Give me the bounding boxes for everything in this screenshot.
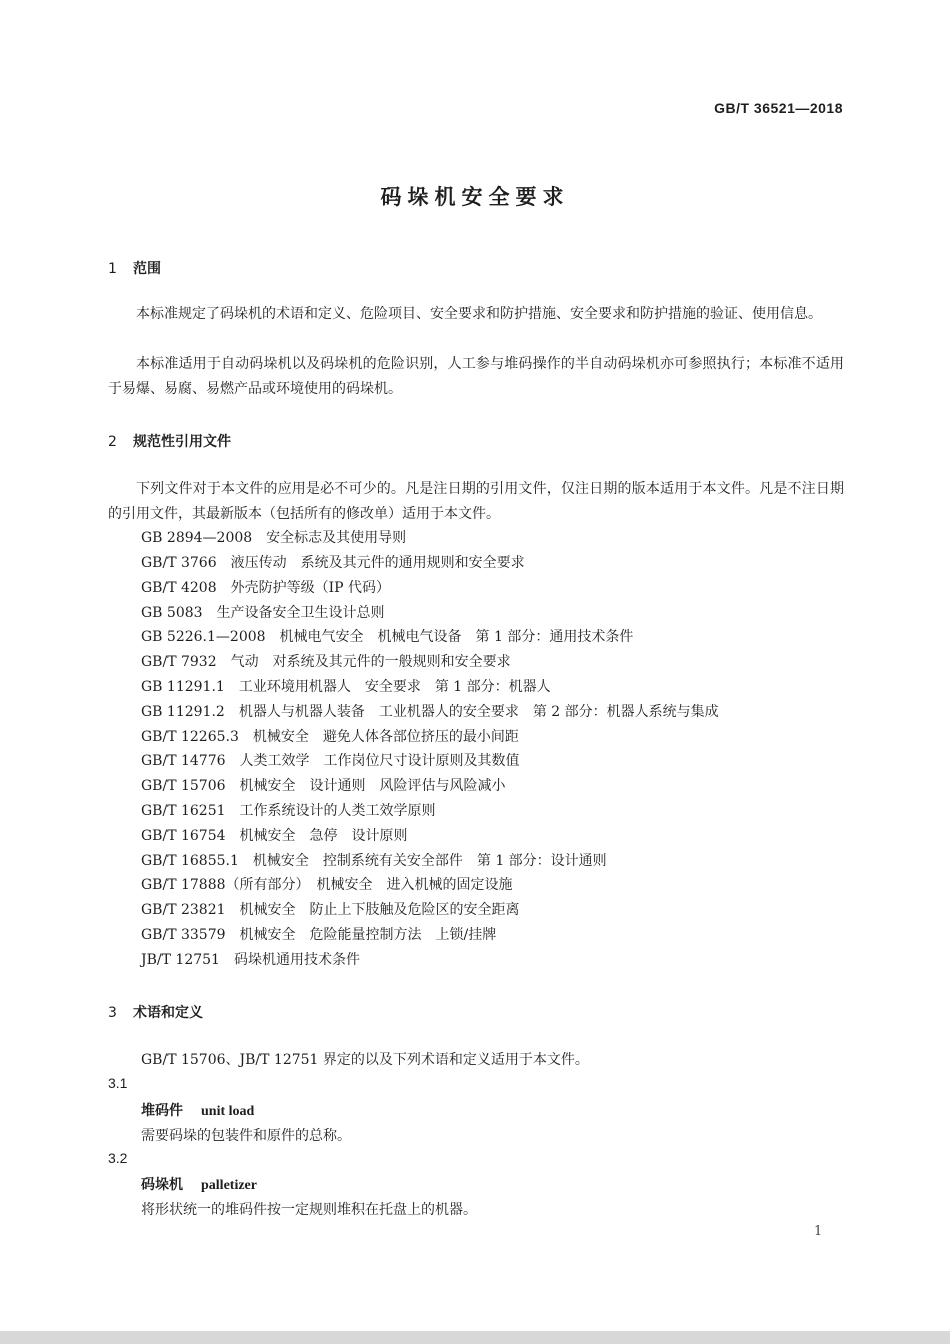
reference-item: GB/T 3766 液压传动 系统及其元件的通用规则和安全要求 [141,555,525,571]
normative-intro-paragraph: 下列文件对于本文件的应用是必不可少的。凡是注日期的引用文件，仅注日期的版本适用于本文件。凡是不注日期的引用文件，其最新版本（包括所有的修改单）适用于本文件。 [108,481,844,522]
section-number: 1 [108,261,117,277]
reference-item: GB/T 23821 机械安全 防止上下肢触及危险区的安全距离 [141,902,520,918]
reference-item: GB/T 16754 机械安全 急停 设计原则 [141,828,408,844]
section-2-heading [108,431,231,451]
term-definition: 需要码垛的包装件和原件的总称。 [141,1128,351,1144]
reference-item: GB 11291.1 工业环境用机器人 安全要求 第 1 部分：机器人 [141,679,551,695]
term-definition: 将形状统一的堆码件按一定规则堆积在托盘上的机器。 [141,1202,477,1218]
section-1-heading [108,258,161,278]
term-entry [141,1100,254,1120]
term-entry [141,1174,257,1194]
reference-item: GB/T 16855.1 机械安全 控制系统有关安全部件 第 1 部分：设计通则 [141,853,607,869]
section-3-heading [108,1002,203,1022]
section-number: 2 [108,434,117,450]
reference-item: GB 5226.1—2008 机械电气安全 机械电气设备 第 1 部分：通用技术条件 [141,629,634,645]
reference-item: GB/T 4208 外壳防护等级（IP 代码） [141,580,391,596]
reference-item: GB/T 16251 工作系统设计的人类工效学原则 [141,803,436,819]
term-zh: 堆码件 [141,1103,183,1119]
section-title: 范围 [133,261,161,277]
term-zh: 码垛机 [141,1177,183,1193]
section-title: 规范性引用文件 [133,434,231,450]
page-bottom-edge [0,1331,950,1344]
reference-item: GB/T 17888（所有部分） 机械安全 进入机械的固定设施 [141,877,513,893]
reference-item: GB/T 15706 机械安全 设计通则 风险评估与风险减小 [141,778,506,794]
term-number: 3.1 [108,1075,128,1091]
document-title: 码垛机安全要求 [380,185,570,209]
reference-item: GB/T 7932 气动 对系统及其元件的一般规则和安全要求 [141,654,511,670]
reference-item: JB/T 12751 码垛机通用技术条件 [141,952,360,968]
section-number: 3 [108,1005,117,1021]
reference-item: GB/T 12265.3 机械安全 避免人体各部位挤压的最小间距 [141,729,519,745]
scope-paragraph-2: 本标准适用于自动码垛机以及码垛机的危险识别，人工参与堆码操作的半自动码垛机亦可参照执行；本标准不适用于易爆、易腐、易燃产品或环境使用的码垛机。 [108,356,844,397]
term-number: 3.2 [108,1150,128,1166]
terms-intro-paragraph: GB/T 15706、JB/T 12751 界定的以及下列术语和定义适用于本文件。 [141,1052,589,1068]
reference-item: GB 2894—2008 安全标志及其使用导则 [141,530,407,546]
section-title: 术语和定义 [133,1005,203,1021]
reference-item: GB 11291.2 机器人与机器人装备 工业机器人的安全要求 第 2 部分：机器人系统与集成 [141,704,719,720]
standard-code: GB/T 36521—2018 [714,100,843,116]
reference-item: GB/T 33579 机械安全 危险能量控制方法 上锁/挂牌 [141,927,497,943]
term-en: unit load [201,1104,255,1119]
page-number: 1 [814,1224,823,1239]
reference-item: GB/T 14776 人类工效学 工作岗位尺寸设计原则及其数值 [141,753,520,769]
scope-paragraph-1: 本标准规定了码垛机的术语和定义、危险项目、安全要求和防护措施、安全要求和防护措施的验证、使用信息。 [136,306,822,322]
term-en: palletizer [201,1178,257,1193]
reference-item: GB 5083 生产设备安全卫生设计总则 [141,605,385,621]
